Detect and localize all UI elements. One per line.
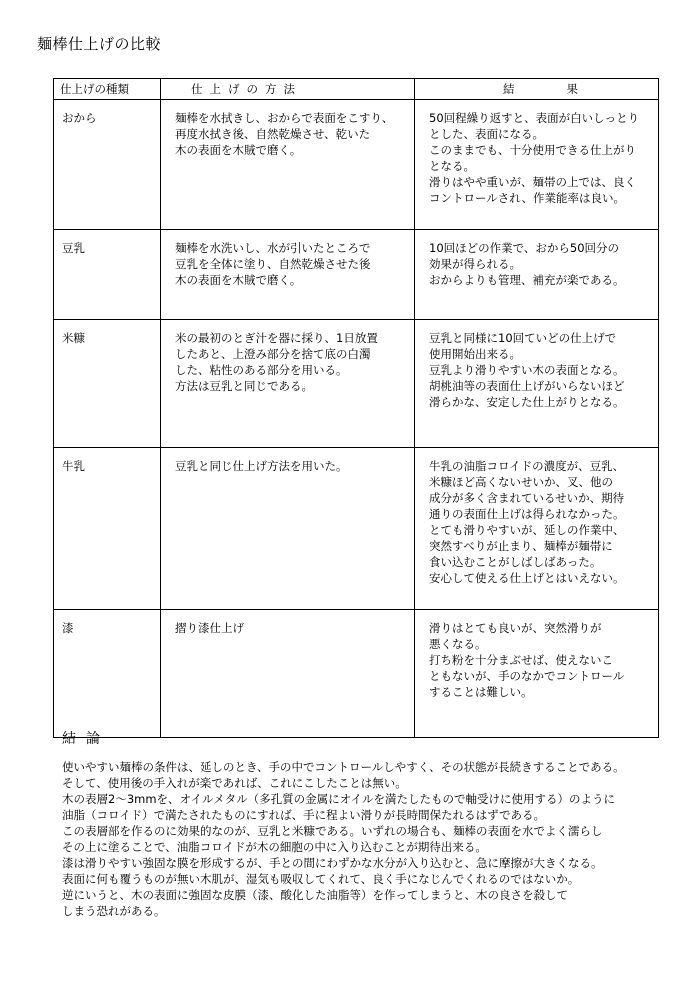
conclusion-line: 逆にいうと、木の表面に強固な皮膜（漆、酸化した油脂等）を作ってしまうと、木の良さを殺して	[62, 888, 568, 902]
header-result-b: 果	[566, 82, 578, 96]
result-line: 使用開始出来る。	[429, 347, 521, 361]
method-line: 摺り漆仕上げ	[175, 621, 244, 635]
method-line: したあと、上澄み部分を捨て底の白濁	[175, 347, 371, 361]
table-row	[54, 230, 659, 320]
cell-kind: 牛乳	[54, 448, 161, 610]
method-line: 麺棒を水拭きし、おからで表面をこすり、	[175, 111, 394, 125]
result-line: 滑りはとても良いが、突然滑りが	[429, 621, 602, 635]
cell-result	[415, 320, 659, 448]
header-result-a: 結	[503, 82, 515, 96]
cell-method	[161, 100, 415, 230]
result-line: 豆乳より滑りやすい木の表面となる。	[429, 363, 625, 377]
cell-result	[415, 610, 659, 738]
header-kind: 仕上げの種類	[54, 79, 161, 100]
result-line: 効果が得られる。	[429, 257, 521, 271]
header-method: 仕上げの方法	[161, 79, 415, 100]
conclusion-line: その上に塗ることで、油脂コロイドが木の細胞の中に入り込むことが期待出来る。	[62, 840, 487, 854]
cell-kind: おから	[54, 100, 161, 230]
conclusion-title: 結論	[62, 731, 110, 747]
result-line: 安心して使える仕上げとはいえない。	[429, 571, 625, 585]
cell-result	[415, 100, 659, 230]
result-line: 成分が多く含まれているせいか、期待	[429, 491, 625, 505]
cell-method	[161, 320, 415, 448]
conclusion-line: 漆は滑りやすい強固な膜を形成するが、手との間にわずかな水分が入り込むと、急に摩擦が大きくなる。	[62, 856, 603, 870]
result-line: 牛乳の油脂コロイドの濃度が、豆乳、	[429, 459, 625, 473]
result-line: 悪くなる。	[429, 637, 487, 651]
comparison-table	[53, 78, 659, 738]
method-line: した、粘性のある部分を用いる。	[175, 363, 348, 377]
result-line: ともないが、手のなかでコントロール	[429, 669, 625, 683]
cell-kind: 漆	[54, 610, 161, 738]
cell-method	[161, 448, 415, 610]
conclusion-line: しまう恐れがある。	[62, 904, 166, 918]
result-line: 滑りはやや重いが、麺帯の上では、良く	[429, 175, 636, 189]
method-line: 木の表面を木賊で磨く。	[175, 273, 302, 287]
table-row	[54, 610, 659, 738]
cell-kind: 豆乳	[54, 230, 161, 320]
table-row	[54, 320, 659, 448]
conclusion-line: 表面に何も覆うものが無い木肌が、湿気も吸収してくれて、良く手になじんでくれるのではないか。	[62, 872, 580, 886]
method-line: 豆乳と同じ仕上げ方法を用いた。	[175, 459, 348, 473]
cell-method	[161, 610, 415, 738]
result-line: このままでも、十分使用できる仕上がり	[429, 143, 636, 157]
result-line: 豆乳と同様に10回ていどの仕上げで	[429, 331, 617, 345]
page-title: 麺棒仕上げの比較	[37, 35, 162, 53]
result-line: 胡桃油等の表面仕上げがいらないほど	[429, 379, 625, 393]
result-line: 通りの表面仕上げは得られなかった。	[429, 507, 625, 521]
cell-method	[161, 230, 415, 320]
result-line: 打ち粉を十分まぶせば、使えないこ	[429, 653, 613, 667]
header-result	[415, 79, 659, 100]
method-line: 豆乳を全体に塗り、自然乾燥させた後	[175, 257, 371, 271]
cell-result	[415, 230, 659, 320]
cell-result	[415, 448, 659, 610]
conclusion-line: そして、使用後の手入れが楽であれば、これにこしたことは無い。	[62, 776, 407, 790]
cell-kind: 米糠	[54, 320, 161, 448]
conclusion-line: 油脂（コロイド）で満たされたものにすれば、手に程よい滑りが長時間保たれるはずである。	[62, 808, 545, 822]
result-line: 50回程繰り返すと、表面が白いしっとり	[429, 111, 640, 125]
result-line: 10回ほどの作業で、おから50回分の	[429, 241, 620, 255]
result-line: とした、表面になる。	[429, 127, 544, 141]
conclusion-line: 使いやすい麺棒の条件は、延しのとき、手の中でコントロールしやすく、その状態が長続きすることである。	[62, 760, 625, 774]
result-line: となる。	[429, 159, 475, 173]
conclusion-line: 木の表層2～3mmを、オイルメタル（多孔質の金属にオイルを満たしたもので軸受けに使用する）のように	[62, 792, 616, 806]
table-header-row	[54, 79, 659, 100]
method-line: 木の表面を木賊で磨く。	[175, 143, 302, 157]
result-line: とても滑りやすいが、延しの作業中、	[429, 523, 625, 537]
method-line: 方法は豆乳と同じである。	[175, 379, 313, 393]
result-line: 滑らかな、安定した仕上がりとなる。	[429, 395, 625, 409]
conclusion-line: この表層部を作るのに効果的なのが、豆乳と米糠である。いずれの場合も、麺棒の表面を水でよく濡らし	[62, 824, 603, 838]
method-line: 米の最初のとぎ汁を器に採り、1日放置	[175, 331, 378, 345]
conclusion-body	[62, 759, 682, 919]
result-line: コントロールされ、作業能率は良い。	[429, 191, 625, 205]
result-line: おからよりも管理、補充が楽である。	[429, 273, 625, 287]
method-line: 麺棒を水洗いし、水が引いたところで	[175, 241, 371, 255]
table-row	[54, 100, 659, 230]
table-row	[54, 448, 659, 610]
result-line: 食い込むことがしばしばあった。	[429, 555, 602, 569]
result-line: することは難しい。	[429, 685, 533, 699]
method-line: 再度水拭き後、自然乾燥させ、乾いた	[175, 127, 371, 141]
result-line: 突然すべりが止まり、麺棒が麺帯に	[429, 539, 613, 553]
result-line: 米糠ほど高くないせいか、叉、他の	[429, 475, 613, 489]
